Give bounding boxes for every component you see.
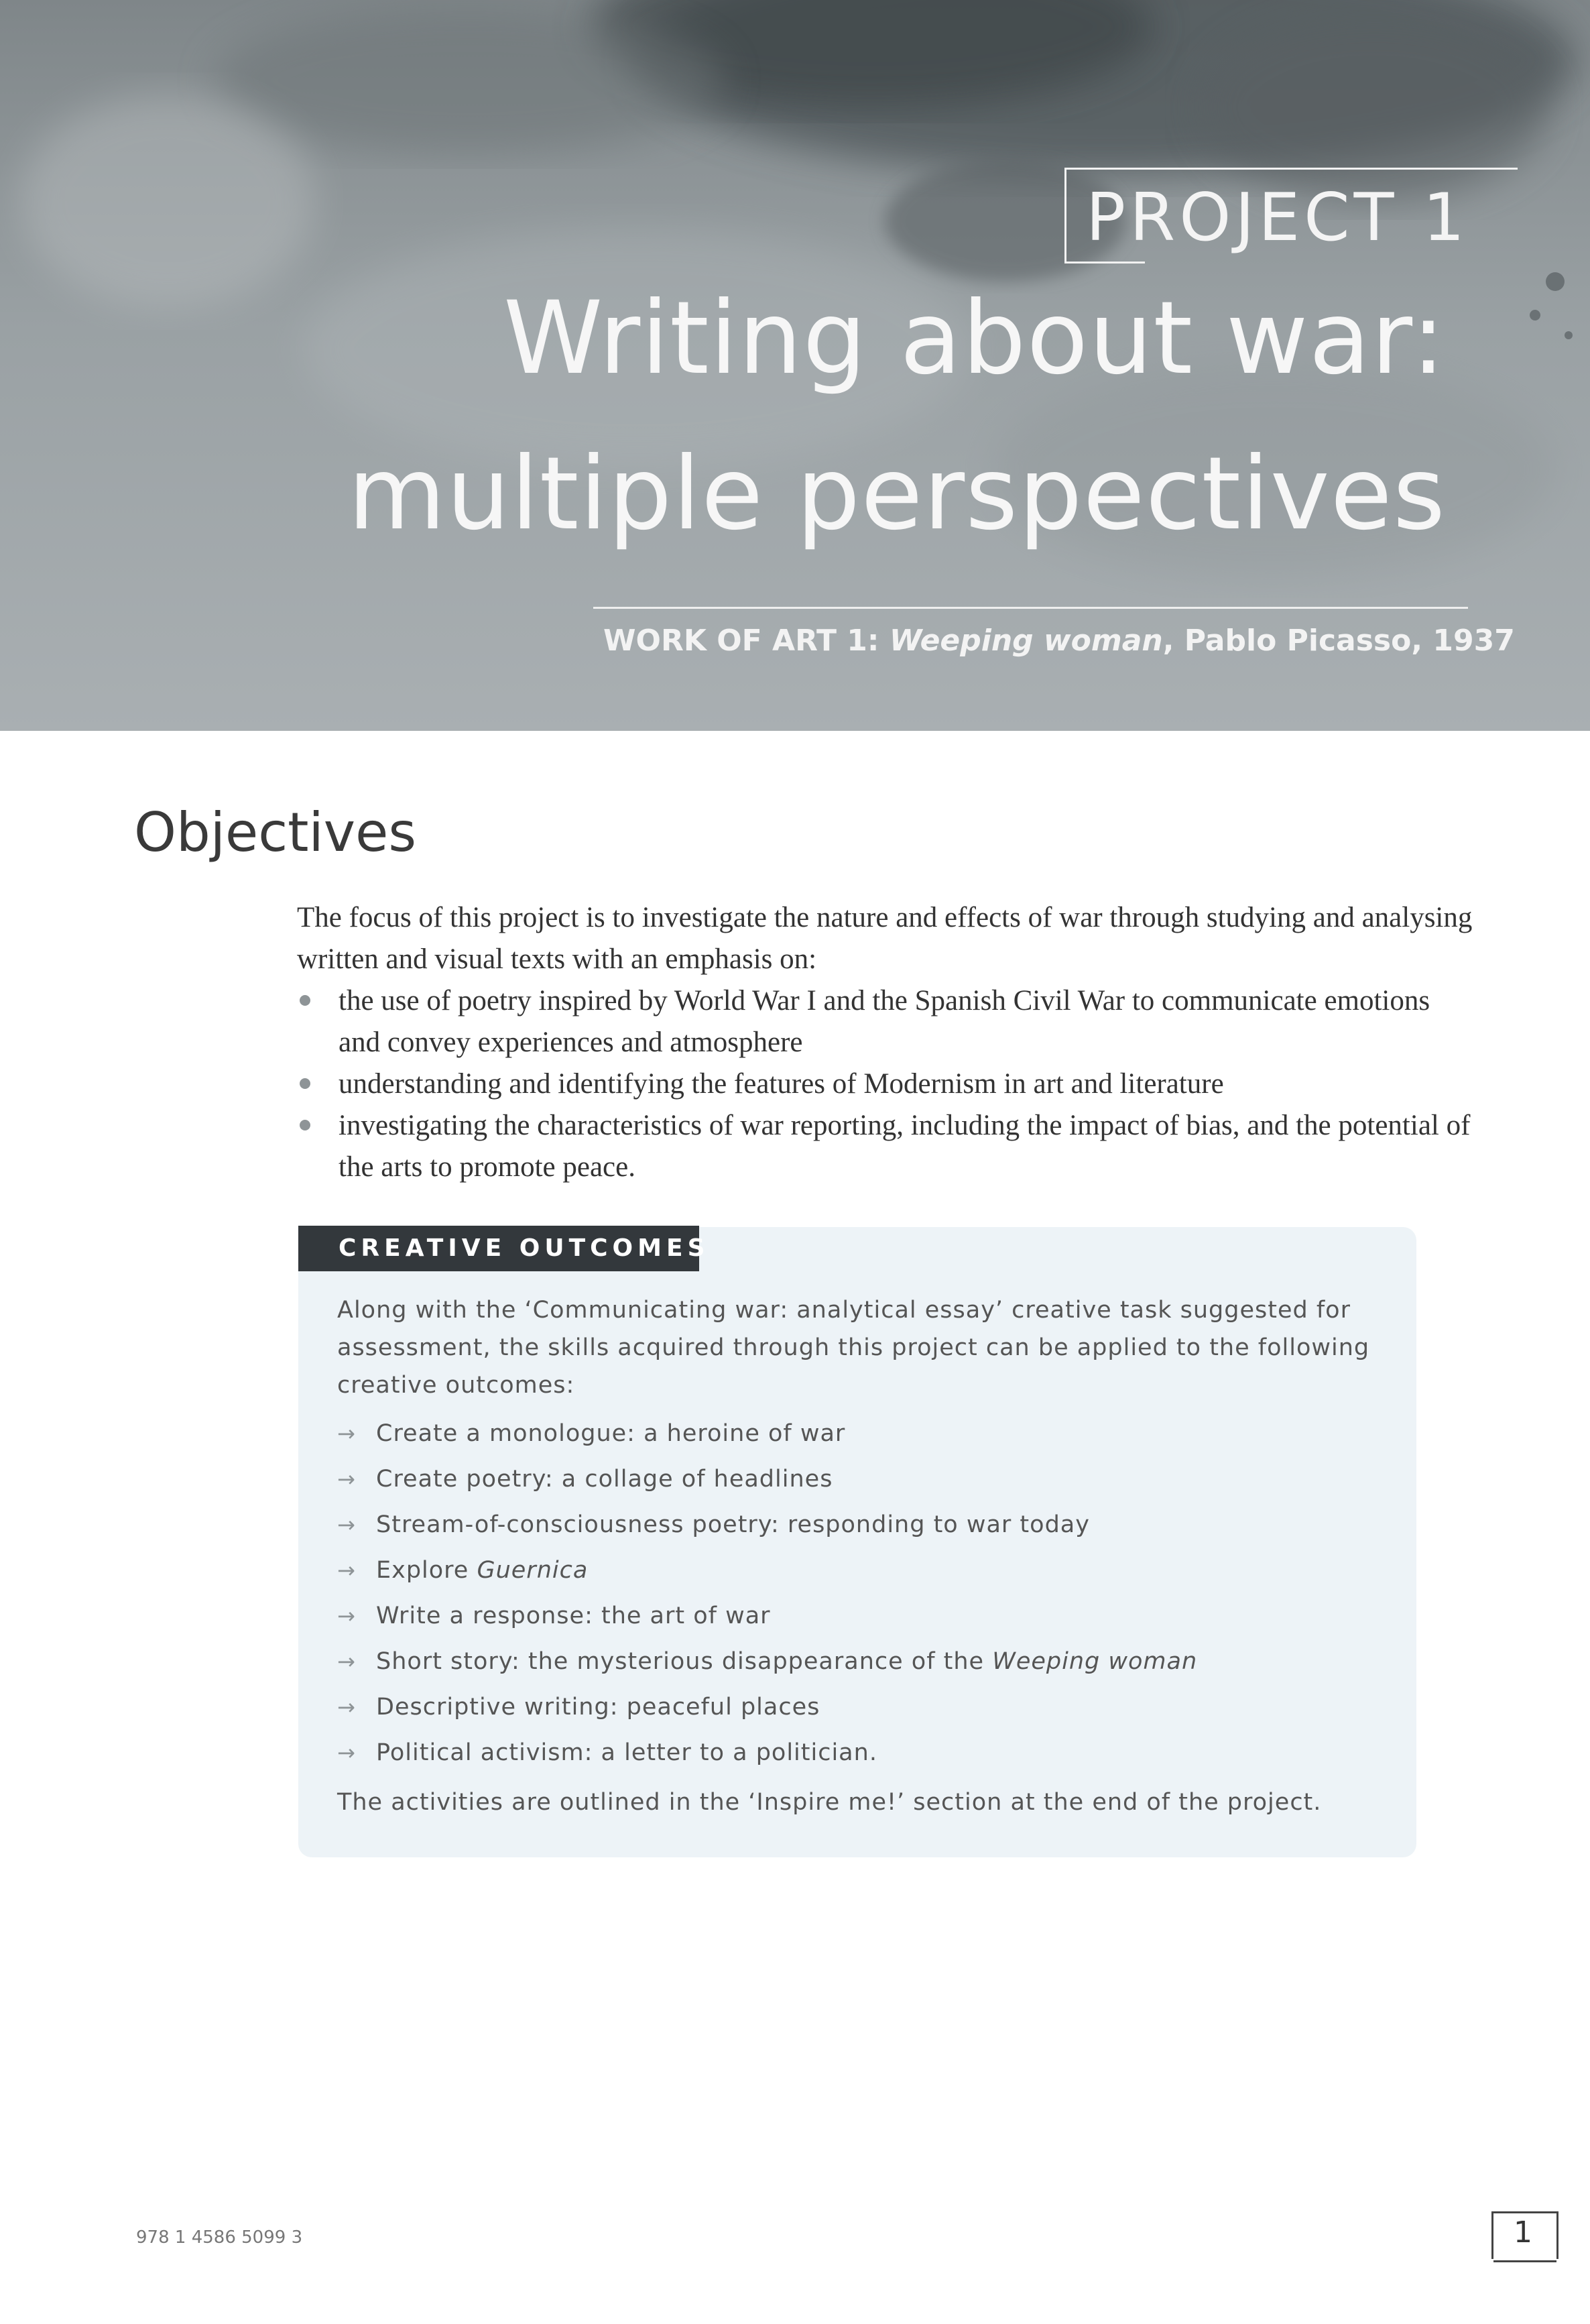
objectives-heading: Objectives <box>134 801 417 864</box>
arrow-right-icon: → <box>337 1649 356 1674</box>
creative-outcomes-header: CREATIVE OUTCOMES <box>298 1226 699 1271</box>
list-item <box>297 1063 1477 1105</box>
subtitle-artwork-title: Weeping woman <box>889 624 1163 658</box>
arrow-right-icon: → <box>337 1512 356 1537</box>
list-item <box>337 1411 1383 1456</box>
list-item-text: Short story: the mysterious disappearance of the <box>376 1648 993 1675</box>
subtitle-rule <box>593 607 1468 609</box>
list-item-text: understanding and identifying the features of Modernism in art and literature <box>339 1068 1224 1100</box>
chapter-banner <box>0 0 1590 731</box>
list-item-italic-text: Guernica <box>477 1557 589 1584</box>
list-item-text: Create poetry: a collage of headlines <box>376 1466 833 1493</box>
list-item <box>337 1684 1383 1730</box>
arrow-right-icon: → <box>337 1694 356 1720</box>
list-item <box>337 1456 1383 1502</box>
list-item <box>297 1105 1477 1188</box>
list-item <box>337 1639 1383 1684</box>
list-item-text: the use of poetry inspired by World War I and the Spanish Civil War to communicate emotions and convey experiences and atmosphere <box>339 985 1430 1058</box>
subtitle-suffix: , Pablo Picasso, 1937 <box>1162 624 1515 658</box>
list-item <box>337 1502 1383 1548</box>
list-item-italic-text: Weeping woman <box>992 1648 1198 1675</box>
arrow-right-icon: → <box>337 1466 356 1492</box>
chapter-title-line-1: Writing about war: <box>503 280 1446 397</box>
arrow-right-icon: → <box>337 1740 356 1765</box>
chapter-title-line-2: multiple perspectives <box>347 436 1446 553</box>
arrow-right-icon: → <box>337 1421 356 1446</box>
creative-outcomes-outro: The activities are outlined in the ‘Inspire me!’ section at the end of the project. <box>337 1789 1322 1816</box>
list-item-text: Stream-of-consciousness poetry: responding to war today <box>376 1511 1090 1538</box>
list-item <box>337 1548 1383 1593</box>
subtitle-prefix: WORK OF ART 1: <box>603 624 890 658</box>
isbn-number: 978 1 4586 5099 3 <box>136 2227 303 2248</box>
list-item-text: investigating the characteristics of war reporting, including the impact of bias, and the potential of the arts to promote peace. <box>339 1110 1471 1183</box>
arrow-right-icon: → <box>337 1558 356 1583</box>
bullet-icon <box>300 1078 310 1089</box>
list-item-text: Political activism: a letter to a politician. <box>376 1739 877 1766</box>
list-item <box>337 1730 1383 1776</box>
creative-outcomes-list <box>337 1411 1383 1776</box>
work-of-art-subtitle <box>603 624 1515 658</box>
bullet-icon <box>300 1120 310 1130</box>
objectives-intro: The focus of this project is to investigate the nature and effects of war through studying and analysing written and visual texts with an emphasis on: <box>297 902 1473 975</box>
list-item-text: Create a monologue: a heroine of war <box>376 1420 846 1447</box>
list-item-text: Write a response: the art of war <box>376 1603 771 1629</box>
list-item <box>297 980 1477 1063</box>
list-item-text: Descriptive writing: peaceful places <box>376 1694 820 1721</box>
arrow-right-icon: → <box>337 1603 356 1629</box>
creative-outcomes-intro: Along with the ‘Communicating war: analytical essay’ creative task suggested for assessment, the skills acquired through this project can be applied to the following creative outcomes: <box>337 1297 1370 1399</box>
page-number: 1 <box>1514 2215 1532 2250</box>
objectives-list <box>297 980 1477 1188</box>
list-item <box>337 1593 1383 1639</box>
project-label: PROJECT 1 <box>1086 180 1469 256</box>
list-item-text: Explore <box>376 1557 477 1584</box>
bullet-icon <box>300 995 310 1006</box>
